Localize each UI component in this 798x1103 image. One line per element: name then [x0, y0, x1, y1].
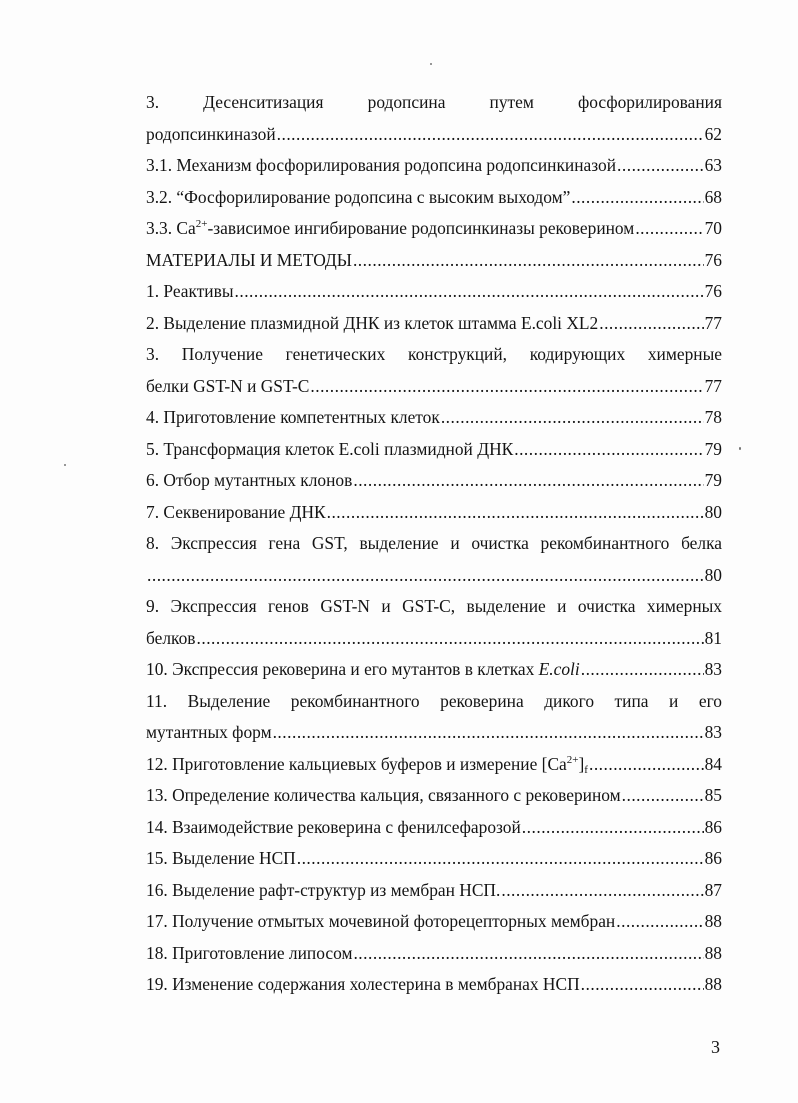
leader-dots [273, 717, 704, 749]
toc-entry-title: мутантных форм [146, 722, 272, 742]
toc-entry-3-1 [146, 150, 722, 182]
toc-entry-m3-line1 [146, 339, 722, 371]
toc-entry-title [146, 749, 588, 781]
leader-dots [441, 402, 704, 434]
leader-dots [581, 969, 704, 1001]
toc-page-number: 88 [704, 942, 722, 963]
toc-entry-19 [146, 969, 722, 1001]
toc-page-number: 80 [704, 564, 722, 585]
toc-entry-12 [146, 749, 722, 781]
superscript: 2+ [566, 753, 579, 766]
toc-entry-title [146, 213, 634, 245]
toc-entry-title: 2. Выделение плазмидной ДНК из клеток штамма E.coli XL2 [146, 312, 599, 333]
toc-entry-10 [146, 654, 722, 686]
toc-page-number: 86 [704, 848, 722, 868]
leader-dots [353, 245, 704, 277]
leader-dots [310, 371, 703, 403]
toc-entry-m3-line2 [146, 371, 722, 403]
toc-entry-18 [146, 938, 722, 970]
toc-word: 3. [146, 92, 160, 112]
toc-page-number: 62 [704, 123, 722, 144]
toc-entry-3-line2 [146, 119, 722, 151]
toc-entry-title: белки GST-N и GST-C [146, 375, 310, 396]
leader-dots [571, 182, 703, 214]
toc-page-number: 76 [704, 281, 722, 301]
toc-entry-3-line1 [146, 87, 722, 119]
leader-dots [617, 150, 704, 182]
toc-page-number: 84 [704, 753, 722, 774]
toc-page-number: 88 [704, 974, 722, 994]
toc-page-number: 83 [704, 722, 722, 742]
toc-entry-title: 8. Экспрессия гена GST, выделение и очистка рекомбинантного белка [146, 533, 722, 553]
toc-entry-3-2 [146, 182, 722, 214]
leader-dots [353, 938, 703, 970]
toc-page-number: 79 [704, 470, 722, 490]
toc-entry-title: 7. Секвенирование ДНК [146, 501, 326, 522]
title-part: 12. Приготовление кальциевых буферов и измерение [Ca [146, 753, 567, 774]
toc-entry-2 [146, 308, 722, 340]
toc-entry-title: 13. Определение количества кальция, связанного с рековерином [146, 785, 621, 805]
toc-page-number: 76 [704, 249, 722, 270]
toc-entry-8-line2 [146, 560, 722, 592]
toc-page-number: 87 [704, 879, 722, 900]
toc-page-number: 63 [704, 155, 722, 175]
leader-dots [522, 812, 704, 844]
toc-page-number: 81 [704, 627, 722, 648]
toc-page-number: 79 [704, 438, 722, 459]
toc-page-number: 78 [704, 407, 722, 427]
toc-entry-15 [146, 843, 722, 875]
toc-page-number: 80 [704, 501, 722, 522]
title-part: 3.3. Ca [146, 218, 196, 238]
leader-dots [589, 749, 704, 781]
toc-entry-14 [146, 812, 722, 844]
toc-entry-8-line1 [146, 528, 722, 560]
toc-entry-title: 4. Приготовление компетентных клеток [146, 407, 440, 427]
toc-word: родопсина [367, 92, 446, 112]
toc-entry-title: МАТЕРИАЛЫ И МЕТОДЫ [146, 249, 352, 270]
leader-dots [622, 780, 704, 812]
subscript: f [584, 763, 588, 776]
leader-dots [616, 906, 703, 938]
title-italic: E.coli [538, 659, 580, 679]
toc-entry-16 [146, 875, 722, 907]
title-part: 10. Экспрессия рековерина и его мутантов в клетках [146, 659, 539, 679]
toc-entry-title: 3.2. “Фосфорилирование родопсина с высоким выходом” [146, 186, 571, 207]
toc-page-number: 86 [704, 816, 722, 837]
leader-dots [297, 843, 704, 875]
toc-entry-13 [146, 780, 722, 812]
toc-page-number: 83 [704, 659, 722, 679]
leader-dots [197, 623, 704, 655]
table-of-contents [146, 87, 722, 1001]
toc-entry-title: 3.1. Механизм фосфорилирования родопсина родопсинкиназой [146, 155, 617, 175]
toc-entry-title: родопсинкиназой [146, 123, 276, 144]
toc-entry-title: 3. Получение генетических конструкций, кодирующих химерные [146, 344, 722, 364]
leader-dots [277, 119, 704, 151]
leader-dots [581, 654, 704, 686]
toc-entry-1 [146, 276, 722, 308]
toc-entry-6 [146, 465, 722, 497]
leader-dots [599, 308, 703, 340]
leader-dots [147, 560, 704, 592]
leader-dots [635, 213, 703, 245]
scan-speck [430, 63, 432, 65]
scan-speck [64, 464, 66, 466]
toc-entry-9-line1 [146, 591, 722, 623]
toc-entry-17 [146, 906, 722, 938]
leader-dots [501, 875, 703, 907]
toc-word: Десенситизация [203, 92, 324, 112]
toc-page-number: 88 [704, 911, 722, 931]
leader-dots [353, 465, 703, 497]
toc-page-number: 77 [704, 312, 722, 333]
toc-entry-7 [146, 497, 722, 529]
toc-entry-title: 14. Взаимодействие рековерина с фенилсефарозой [146, 816, 521, 837]
scan-speck [739, 447, 741, 450]
toc-entry-title: 18. Приготовление липосом [146, 942, 353, 963]
toc-entry-title: 6. Отбор мутантных клонов [146, 470, 353, 490]
toc-entry-3-3 [146, 213, 722, 245]
toc-word: фосфорилирования [578, 92, 722, 112]
toc-entry-title: 5. Трансформация клеток E.coli плазмидной ДНК [146, 438, 514, 459]
toc-entry-title: белков [146, 627, 196, 648]
toc-entry-materials-methods [146, 245, 722, 277]
page-number: 3 [711, 1037, 720, 1057]
toc-entry-title: 1. Реактивы [146, 281, 234, 301]
toc-entry-title: 9. Экспрессия генов GST-N и GST-C, выделение и очистка химерных [146, 596, 722, 616]
toc-page-number: 70 [704, 218, 722, 238]
title-part: ] [578, 753, 585, 774]
leader-dots [327, 497, 704, 529]
toc-entry-11-line1 [146, 686, 722, 718]
leader-dots [235, 276, 704, 308]
toc-word: путем [489, 92, 534, 112]
toc-entry-title [146, 654, 580, 686]
toc-entry-5 [146, 434, 722, 466]
toc-entry-title: 17. Получение отмытых мочевиной фоторецепторных мембран [146, 911, 616, 931]
toc-entry-9-line2 [146, 623, 722, 655]
toc-page-number: 77 [704, 375, 722, 396]
toc-page-number: 68 [704, 186, 722, 207]
title-part: -зависимое ингибирование родопсинкиназы рековерином [207, 218, 635, 238]
toc-page-number: 85 [704, 785, 722, 805]
superscript: 2+ [195, 218, 208, 230]
leader-dots [514, 434, 703, 466]
toc-entry-title: 15. Выделение НСП [146, 848, 296, 868]
toc-entry-title: 16. Выделение рафт-структур из мембран НСП. [146, 879, 501, 900]
toc-entry-4 [146, 402, 722, 434]
toc-entry-title: 11. Выделение рекомбинантного рековерина дикого типа и его [146, 690, 722, 711]
toc-entry-11-line2 [146, 717, 722, 749]
toc-entry-title: 19. Изменение содержания холестерина в мембранах НСП [146, 974, 580, 994]
